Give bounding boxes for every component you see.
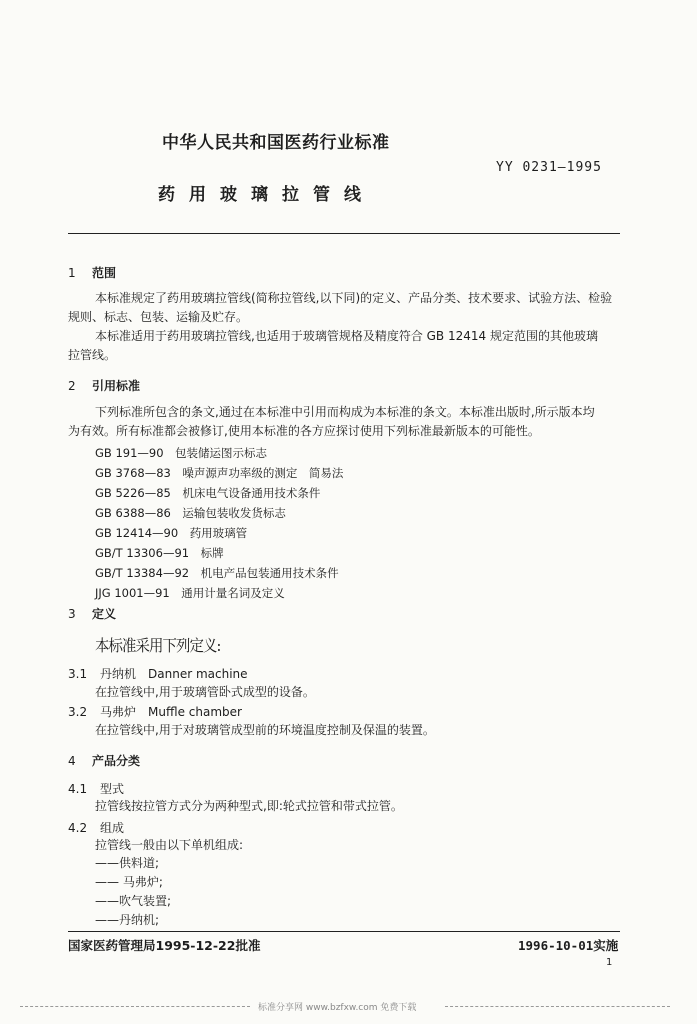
- definition-english: Muffle chamber: [148, 705, 242, 719]
- reference-item: [95, 465, 343, 481]
- watermark: 标准分享网 www.bzfxw.com 免费下载: [258, 1003, 417, 1013]
- definition-item: [68, 703, 242, 720]
- section-number: 4: [68, 754, 76, 768]
- list-item: ——丹纳机;: [95, 913, 160, 927]
- reference-name: 机床电气设备通用技术条件: [182, 486, 321, 500]
- reference-name: 包装储运图示标志: [175, 446, 268, 460]
- item-number: 4.2: [68, 821, 88, 835]
- page-number: 1: [606, 957, 613, 968]
- section-1-heading: [68, 264, 116, 281]
- issuing-organization: 中华人民共和国医药行业标准: [162, 133, 390, 153]
- reference-item: [95, 505, 286, 521]
- section-title: 范围: [92, 266, 117, 280]
- reference-item: [95, 545, 224, 561]
- paragraph-line: 为有效。所有标准都会被修订,使用本标准的各方应探讨使用下列标准最新版本的可能性。: [68, 424, 540, 438]
- reference-item: [95, 525, 247, 541]
- definition-english: Danner machine: [148, 667, 248, 681]
- definition-term: 丹纳机: [100, 667, 137, 681]
- section-title: 产品分类: [92, 754, 141, 768]
- reference-name: 运输包装收发货标志: [182, 506, 286, 520]
- header-rule: [68, 233, 620, 234]
- section-number: 3: [68, 607, 76, 621]
- approval-note: 国家医药管理局1995-12-22批准: [68, 938, 261, 953]
- footer-rule: [68, 931, 620, 932]
- definition-term: 马弗炉: [100, 705, 137, 719]
- list-item: —— 马弗炉;: [95, 875, 163, 889]
- reference-code: GB 6388—86: [95, 506, 171, 520]
- document-title: 药用玻璃拉管线: [158, 185, 375, 205]
- reference-item: [95, 565, 339, 581]
- reference-item: [95, 585, 285, 601]
- section-3-heading: [68, 605, 116, 622]
- paragraph-line: 规则、标志、包装、运输及贮存。: [68, 310, 249, 324]
- item-number: 4.1: [68, 782, 88, 796]
- item-number: 3.2: [68, 705, 88, 719]
- paragraph-line: 下列标准所包含的条文,通过在本标准中引用而构成为本标准的条文。本标准出版时,所示版本均: [95, 405, 595, 419]
- definition-text: 在拉管线中,用于玻璃管卧式成型的设备。: [95, 685, 315, 699]
- reference-name: 机电产品包装通用技术条件: [200, 566, 339, 580]
- list-item: ——吹气装置;: [95, 894, 172, 908]
- reference-name: 噪声源声功率级的测定 简易法: [182, 466, 344, 480]
- subsection-title: 型式: [100, 782, 125, 796]
- item-number: 3.1: [68, 667, 88, 681]
- handwritten-note: 本标准采用下列定义:: [95, 636, 221, 655]
- reference-code: GB 191—90: [95, 446, 164, 460]
- subsection-text: 拉管线一般由以下单机组成:: [95, 838, 244, 852]
- reference-name: 标牌: [200, 546, 224, 560]
- scan-dotted-line: [20, 1006, 250, 1007]
- section-title: 定义: [92, 607, 117, 621]
- reference-name: 药用玻璃管: [189, 526, 248, 540]
- list-item: ——供料道;: [95, 856, 160, 870]
- reference-code: GB 3768—83: [95, 466, 171, 480]
- reference-code: GB/T 13384—92: [95, 566, 190, 580]
- reference-code: JJG 1001—91: [95, 586, 170, 600]
- section-number: 2: [68, 379, 76, 393]
- section-title: 引用标准: [92, 379, 141, 393]
- paragraph-line: 本标准适用于药用玻璃拉管线,也适用于玻璃管规格及精度符合 GB 12414 规定范围的其他玻璃: [95, 329, 598, 343]
- subsection-text: 拉管线按拉管方式分为两种型式,即:轮式拉管和带式拉管。: [95, 799, 403, 813]
- paragraph-line: 本标准规定了药用玻璃拉管线(简称拉管线,以下同)的定义、产品分类、技术要求、试验方法、检验: [95, 291, 613, 305]
- standard-code: YY 0231—1995: [496, 160, 602, 175]
- scan-dotted-line: [445, 1006, 670, 1007]
- reference-name: 通用计量名词及定义: [181, 586, 285, 600]
- paragraph-line: 拉管线。: [68, 348, 117, 362]
- reference-code: GB 12414—90: [95, 526, 179, 540]
- subsection-title: 组成: [100, 821, 125, 835]
- effective-date: 1996-10-01实施: [518, 938, 619, 953]
- definition-item: [68, 665, 248, 682]
- reference-item: [95, 485, 320, 501]
- section-2-heading: [68, 377, 140, 394]
- section-number: 1: [68, 266, 76, 280]
- reference-item: [95, 445, 267, 461]
- reference-code: GB/T 13306—91: [95, 546, 190, 560]
- subsection-heading: [68, 819, 124, 836]
- definition-text: 在拉管线中,用于对玻璃管成型前的环境温度控制及保温的装置。: [95, 723, 435, 737]
- subsection-heading: [68, 780, 124, 797]
- section-4-heading: [68, 752, 140, 769]
- reference-code: GB 5226—85: [95, 486, 171, 500]
